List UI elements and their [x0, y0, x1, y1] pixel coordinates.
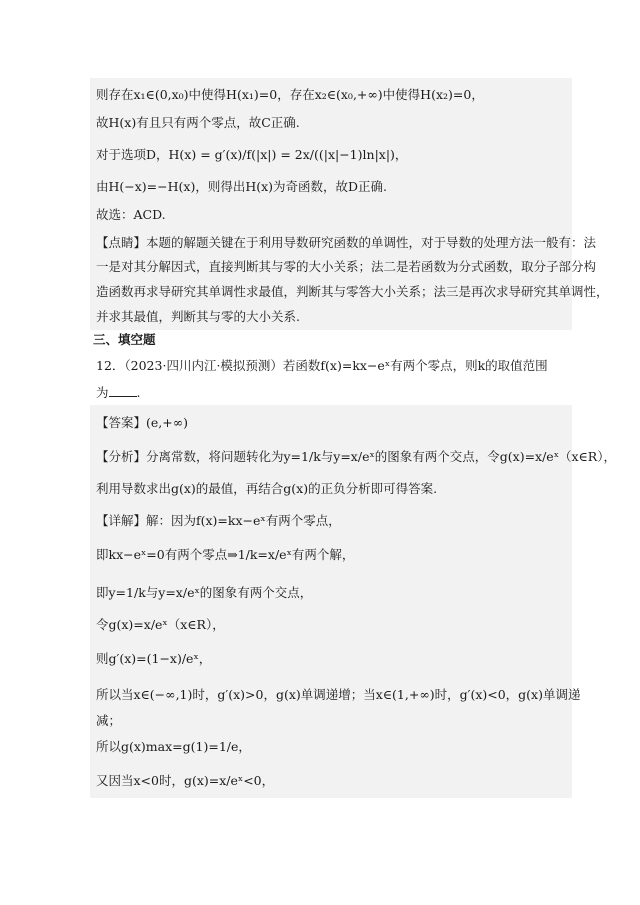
detail-line: 所以当x∈(−∞,1)时，g′(x)>0，g(x)单调递增；当x∈(1,+∞)时，g′(x)<0，g(x)单调递 — [96, 687, 581, 702]
text-line: 对于选项D，H(x) = g′(x)/f(|x|) = 2x/((|x|−1)ln|x|)， — [96, 147, 408, 162]
analysis-line: 利用导数求出g(x)的最值，再结合g(x)的正负分析即可得答案. — [96, 481, 438, 496]
detail-line: 减； — [96, 713, 122, 728]
question-line: 12．（2023·四川内江·模拟预测）若函数f(x)=kx−eˣ有两个零点，则k的取值范围 — [96, 358, 548, 373]
text-line: 并求其最值，判断其与零的大小关系. — [96, 309, 300, 324]
detail-line: 令g(x)=x/eˣ（x∈R）， — [96, 617, 225, 632]
period: . — [136, 385, 141, 400]
question-line-2 — [96, 384, 141, 402]
text-line: 故选：ACD. — [96, 207, 166, 222]
detail-line: 所以g(x)max=g(1)=1/e， — [96, 739, 251, 754]
text-line: 则存在x₁∈(0,x₀)中使得H(x₁)=0，存在x₂∈(x₀,+∞)中使得H(x₂)=0， — [96, 87, 484, 102]
detail-line: 即y=1/k与y=x/eˣ的图象有两个交点， — [96, 585, 313, 600]
detail-line: 则g′(x)=(1−x)/eˣ， — [96, 651, 212, 666]
question-text: 为 — [96, 385, 109, 400]
analysis-line: 【分析】分离常数，将问题转化为y=1/k与y=x/eˣ的图象有两个交点，令g(x)=x/eˣ（x∈R）， — [96, 449, 616, 464]
text-line: 故H(x)有且只有两个零点，故C正确. — [96, 115, 300, 130]
detail-line: 【详解】解：因为f(x)=kx−eˣ有两个零点， — [96, 513, 341, 528]
section-heading: 三、填空题 — [93, 332, 156, 347]
text-line: 【点睛】本题的解题关键在于利用导数研究函数的单调性，对于导数的处理方法一般有：法 — [96, 235, 597, 250]
answer-line: 【答案】(e,+∞) — [96, 415, 189, 430]
text-line: 一是对其分解因式，直接判断其与零的大小关系；法二是若函数为分式函数，取分子部分构 — [96, 259, 597, 274]
text-line: 由H(−x)=−H(x)，则得出H(x)为奇函数，故D正确. — [96, 179, 388, 194]
answer-blank — [109, 386, 137, 397]
detail-line: 即kx−eˣ=0有两个零点⇒1/k=x/eˣ有两个解， — [96, 547, 355, 562]
text-line: 造函数再求导研究其单调性求最值，判断其与零答大小关系；法三是再次求导研究其单调性， — [96, 284, 609, 299]
detail-line: 又因当x<0时，g(x)=x/eˣ<0， — [96, 773, 275, 788]
